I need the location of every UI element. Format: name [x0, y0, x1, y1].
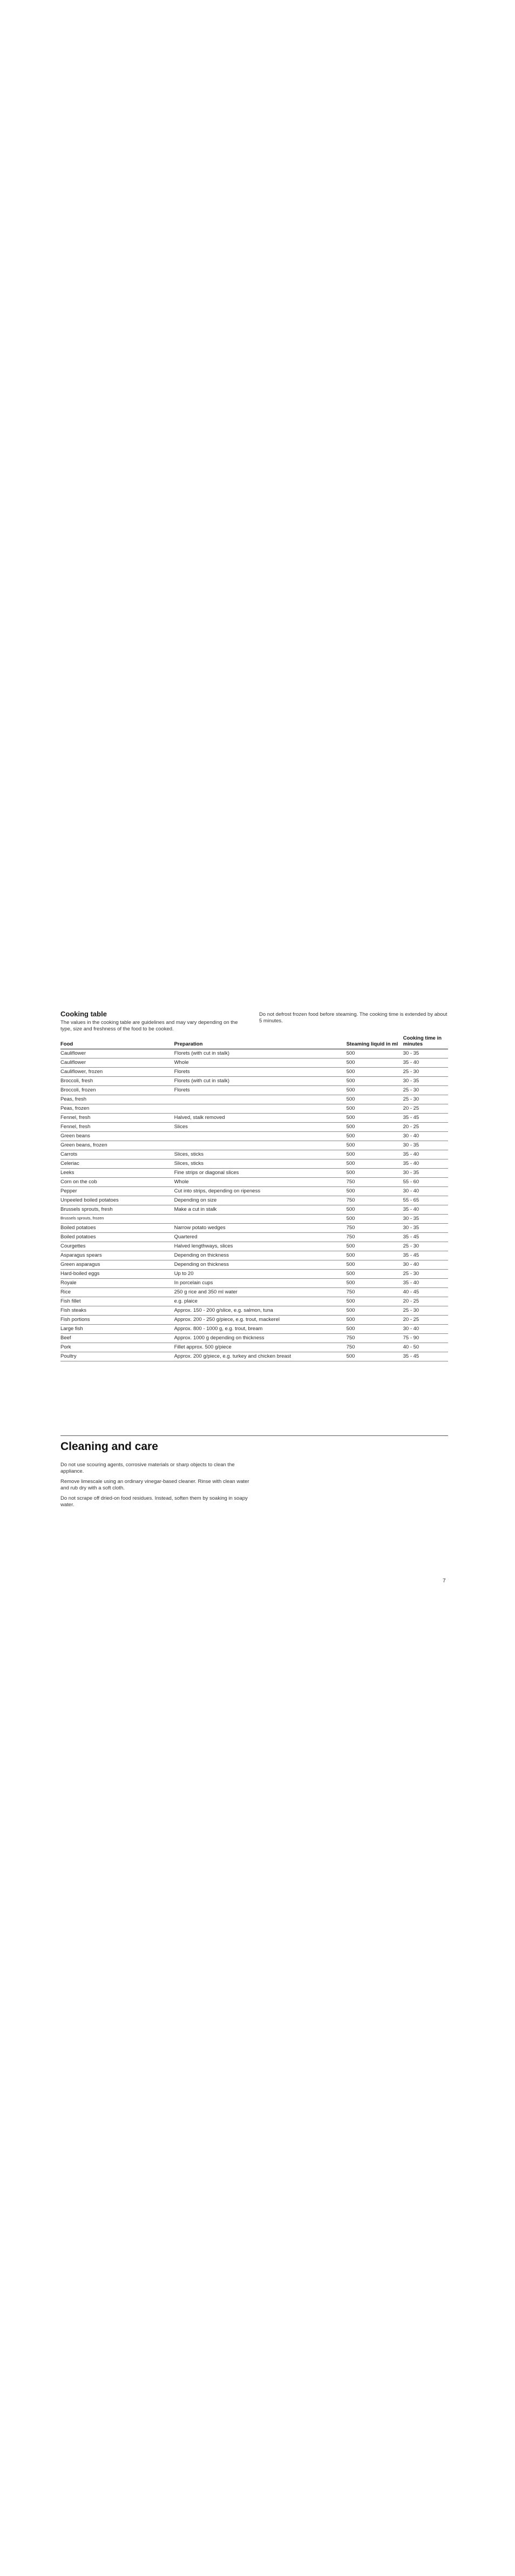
cooking-intro-left [60, 1010, 244, 1032]
cell-steaming-liquid: 500 [347, 1068, 403, 1077]
table-row [60, 1058, 448, 1068]
cell-cooking-time: 30 - 35 [403, 1169, 448, 1178]
cell-steaming-liquid: 500 [347, 1159, 403, 1169]
cell-preparation [174, 1141, 347, 1150]
cell-food: Green asparagus [60, 1260, 174, 1270]
table-row [60, 1233, 448, 1242]
table-row [60, 1334, 448, 1343]
cell-preparation [174, 1095, 347, 1104]
cell-steaming-liquid: 750 [347, 1343, 403, 1352]
cell-cooking-time: 40 - 50 [403, 1343, 448, 1352]
cell-food: Cauliflower [60, 1049, 174, 1058]
cell-preparation [174, 1132, 347, 1141]
cell-cooking-time: 20 - 25 [403, 1104, 448, 1114]
cell-preparation [174, 1215, 347, 1224]
cell-preparation: Narrow potato wedges [174, 1224, 347, 1233]
section-divider [60, 1435, 448, 1436]
cell-preparation: Approx. 150 - 200 g/slice, e.g. salmon, tuna [174, 1306, 347, 1316]
header-cooking-time: Cooking time in minutes [403, 1035, 448, 1049]
table-row [60, 1114, 448, 1123]
cell-steaming-liquid: 750 [347, 1178, 403, 1187]
table-row [60, 1150, 448, 1159]
cell-preparation: 250 g rice and 350 ml water [174, 1288, 347, 1297]
table-row [60, 1086, 448, 1095]
cell-preparation: Florets (with cut in stalk) [174, 1077, 347, 1086]
table-row [60, 1251, 448, 1260]
cell-steaming-liquid: 500 [347, 1132, 403, 1141]
cell-steaming-liquid: 500 [347, 1086, 403, 1095]
cleaning-care-title: Cleaning and care [60, 1440, 158, 1453]
cell-food: Peas, fresh [60, 1095, 174, 1104]
table-row [60, 1095, 448, 1104]
cleaning-care-section [60, 1435, 448, 1512]
cell-preparation: Approx. 1000 g depending on thickness [174, 1334, 347, 1343]
cell-preparation: Approx. 200 g/piece, e.g. turkey and chicken breast [174, 1352, 347, 1361]
cell-steaming-liquid: 750 [347, 1196, 403, 1205]
table-row [60, 1224, 448, 1233]
cell-preparation: Slices, sticks [174, 1159, 347, 1169]
cell-food: Fish fillet [60, 1297, 174, 1306]
cell-preparation: Florets [174, 1068, 347, 1077]
cooking-table-section [60, 1010, 448, 1361]
cell-food: Corn on the cob [60, 1178, 174, 1187]
cell-food: Brussels sprouts, fresh [60, 1205, 174, 1215]
cooking-intro-text: The values in the cooking table are guidelines and may vary depending on the type, size and freshness of the food to be cooked. [60, 1020, 238, 1032]
frozen-food-note: Do not defrost frozen food before steaming. The cooking time is extended by about 5 minutes. [259, 1011, 448, 1024]
cell-food: Asparagus spears [60, 1251, 174, 1260]
cell-food: Green beans [60, 1132, 174, 1141]
cell-food: Boiled potatoes [60, 1224, 174, 1233]
cell-steaming-liquid: 500 [347, 1114, 403, 1123]
cell-food: Cauliflower [60, 1058, 174, 1068]
table-row [60, 1187, 448, 1196]
cell-preparation: Depending on thickness [174, 1251, 347, 1260]
table-row [60, 1104, 448, 1114]
cell-steaming-liquid: 750 [347, 1224, 403, 1233]
cell-cooking-time: 35 - 45 [403, 1114, 448, 1123]
cell-preparation: Make a cut in stalk [174, 1205, 347, 1215]
cell-cooking-time: 20 - 25 [403, 1316, 448, 1325]
cell-cooking-time: 55 - 65 [403, 1196, 448, 1205]
cell-cooking-time: 35 - 40 [403, 1205, 448, 1215]
cell-cooking-time: 25 - 30 [403, 1306, 448, 1316]
cell-cooking-time: 30 - 40 [403, 1325, 448, 1334]
cell-cooking-time: 55 - 60 [403, 1178, 448, 1187]
cell-food: Leeks [60, 1169, 174, 1178]
care-paragraph-1: Do not use scouring agents, corrosive materials or sharp objects to clean the appliance. [60, 1462, 235, 1474]
cell-food: Peas, frozen [60, 1104, 174, 1114]
cell-preparation: Fine strips or diagonal slices [174, 1169, 347, 1178]
cell-preparation: Slices [174, 1123, 347, 1132]
cell-food: Pepper [60, 1187, 174, 1196]
cell-food: Fennel, fresh [60, 1123, 174, 1132]
cell-cooking-time: 30 - 40 [403, 1132, 448, 1141]
cell-steaming-liquid: 500 [347, 1279, 403, 1288]
header-food: Food [60, 1035, 174, 1049]
care-paragraph-2: Remove limescale using an ordinary vinegar-based cleaner. Rinse with clean water and rub dry with a soft cloth. [60, 1479, 249, 1491]
cell-steaming-liquid: 750 [347, 1288, 403, 1297]
cell-cooking-time: 25 - 30 [403, 1095, 448, 1104]
cell-preparation: Florets (with cut in stalk) [174, 1049, 347, 1058]
cell-steaming-liquid: 750 [347, 1233, 403, 1242]
cell-food: Large fish [60, 1325, 174, 1334]
cell-cooking-time: 35 - 40 [403, 1279, 448, 1288]
table-row [60, 1068, 448, 1077]
cell-food: Celeriac [60, 1159, 174, 1169]
cell-food: Pork [60, 1343, 174, 1352]
cell-preparation: Depending on thickness [174, 1260, 347, 1270]
cell-food: Beef [60, 1334, 174, 1343]
cell-preparation: Halved, stalk removed [174, 1114, 347, 1123]
cell-preparation: Quartered [174, 1233, 347, 1242]
cell-steaming-liquid: 500 [347, 1123, 403, 1132]
cell-food: Fennel, fresh [60, 1114, 174, 1123]
table-row [60, 1178, 448, 1187]
cell-preparation: Approx. 800 - 1000 g, e.g. trout, bream [174, 1325, 347, 1334]
cell-steaming-liquid: 500 [347, 1058, 403, 1068]
cell-steaming-liquid: 500 [347, 1316, 403, 1325]
table-row [60, 1196, 448, 1205]
cell-cooking-time: 25 - 30 [403, 1242, 448, 1251]
cell-food: Unpeeled boiled potatoes [60, 1196, 174, 1205]
cell-cooking-time: 30 - 35 [403, 1215, 448, 1224]
cell-steaming-liquid: 500 [347, 1215, 403, 1224]
cooking-header [60, 1010, 448, 1032]
cell-food: Royale [60, 1279, 174, 1288]
header-preparation: Preparation [174, 1035, 347, 1049]
cell-preparation: Whole [174, 1058, 347, 1068]
cell-cooking-time: 30 - 35 [403, 1049, 448, 1058]
cell-food: Carrots [60, 1150, 174, 1159]
cell-cooking-time: 35 - 40 [403, 1150, 448, 1159]
table-row [60, 1288, 448, 1297]
cell-cooking-time: 35 - 40 [403, 1058, 448, 1068]
cell-steaming-liquid: 750 [347, 1334, 403, 1343]
cell-cooking-time: 25 - 30 [403, 1270, 448, 1279]
cell-steaming-liquid: 500 [347, 1260, 403, 1270]
cell-cooking-time: 20 - 25 [403, 1123, 448, 1132]
cell-preparation: Florets [174, 1086, 347, 1095]
cell-cooking-time: 30 - 35 [403, 1141, 448, 1150]
cell-cooking-time: 35 - 40 [403, 1159, 448, 1169]
cell-steaming-liquid: 500 [347, 1049, 403, 1058]
cell-food: Brussels sprouts, frozen [60, 1215, 174, 1224]
cell-preparation: Whole [174, 1178, 347, 1187]
table-row [60, 1077, 448, 1086]
cell-cooking-time: 25 - 30 [403, 1086, 448, 1095]
cooking-table-body [60, 1049, 448, 1361]
cell-steaming-liquid: 500 [347, 1187, 403, 1196]
care-paragraph-3: Do not scrape off dried-on food residues. Instead, soften them by soaking in soapy water. [60, 1495, 248, 1508]
cell-food: Boiled potatoes [60, 1233, 174, 1242]
cell-steaming-liquid: 500 [347, 1270, 403, 1279]
cooking-table [60, 1035, 448, 1361]
cell-steaming-liquid: 500 [347, 1297, 403, 1306]
cell-cooking-time: 30 - 35 [403, 1224, 448, 1233]
cell-food: Green beans, frozen [60, 1141, 174, 1150]
cell-cooking-time: 20 - 25 [403, 1297, 448, 1306]
table-header-row [60, 1035, 448, 1049]
cell-preparation: Fillet approx. 500 g/piece [174, 1343, 347, 1352]
cell-preparation: Cut into strips, depending on ripeness [174, 1187, 347, 1196]
table-row [60, 1159, 448, 1169]
cell-steaming-liquid: 500 [347, 1205, 403, 1215]
page-number: 7 [443, 1578, 446, 1584]
table-row [60, 1325, 448, 1334]
cell-cooking-time: 30 - 40 [403, 1260, 448, 1270]
table-row [60, 1169, 448, 1178]
header-steaming-liquid: Steaming liquid in ml [347, 1035, 403, 1049]
cell-cooking-time: 30 - 40 [403, 1187, 448, 1196]
cell-food: Cauliflower, frozen [60, 1068, 174, 1077]
table-row [60, 1123, 448, 1132]
cell-preparation: Depending on size [174, 1196, 347, 1205]
table-row [60, 1343, 448, 1352]
table-row [60, 1297, 448, 1306]
cell-cooking-time: 30 - 35 [403, 1077, 448, 1086]
cell-steaming-liquid: 500 [347, 1242, 403, 1251]
cell-food: Broccoli, fresh [60, 1077, 174, 1086]
cell-cooking-time: 40 - 45 [403, 1288, 448, 1297]
cell-food: Broccoli, frozen [60, 1086, 174, 1095]
table-row [60, 1141, 448, 1150]
cooking-table-title: Cooking table [60, 1010, 107, 1018]
table-row [60, 1132, 448, 1141]
cell-food: Fish portions [60, 1316, 174, 1325]
cell-preparation: e.g. plaice [174, 1297, 347, 1306]
table-row [60, 1306, 448, 1316]
cell-food: Rice [60, 1288, 174, 1297]
table-row [60, 1215, 448, 1224]
cell-steaming-liquid: 500 [347, 1325, 403, 1334]
cell-preparation: In porcelain cups [174, 1279, 347, 1288]
table-row [60, 1242, 448, 1251]
cell-cooking-time: 35 - 45 [403, 1251, 448, 1260]
cell-food: Poultry [60, 1352, 174, 1361]
table-row [60, 1316, 448, 1325]
table-row [60, 1352, 448, 1361]
cell-food: Fish steaks [60, 1306, 174, 1316]
cell-preparation: Halved lengthways, slices [174, 1242, 347, 1251]
cell-steaming-liquid: 500 [347, 1251, 403, 1260]
cell-food: Hard-boiled eggs [60, 1270, 174, 1279]
cell-food: Courgettes [60, 1242, 174, 1251]
cell-cooking-time: 35 - 45 [403, 1352, 448, 1361]
table-row [60, 1260, 448, 1270]
cell-cooking-time: 35 - 45 [403, 1233, 448, 1242]
cell-cooking-time: 75 - 90 [403, 1334, 448, 1343]
cell-steaming-liquid: 500 [347, 1095, 403, 1104]
cell-steaming-liquid: 500 [347, 1104, 403, 1114]
cell-steaming-liquid: 500 [347, 1077, 403, 1086]
cell-cooking-time: 25 - 30 [403, 1068, 448, 1077]
cell-preparation: Slices, sticks [174, 1150, 347, 1159]
cooking-intro-right [259, 1010, 448, 1024]
cell-preparation: Approx. 200 - 250 g/piece, e.g. trout, mackerel [174, 1316, 347, 1325]
cell-steaming-liquid: 500 [347, 1306, 403, 1316]
cell-preparation: Up to 20 [174, 1270, 347, 1279]
table-row [60, 1279, 448, 1288]
table-row [60, 1270, 448, 1279]
table-row [60, 1049, 448, 1058]
cell-steaming-liquid: 500 [347, 1150, 403, 1159]
cell-steaming-liquid: 500 [347, 1141, 403, 1150]
cell-steaming-liquid: 500 [347, 1169, 403, 1178]
cell-steaming-liquid: 500 [347, 1352, 403, 1361]
cell-preparation [174, 1104, 347, 1114]
table-row [60, 1205, 448, 1215]
